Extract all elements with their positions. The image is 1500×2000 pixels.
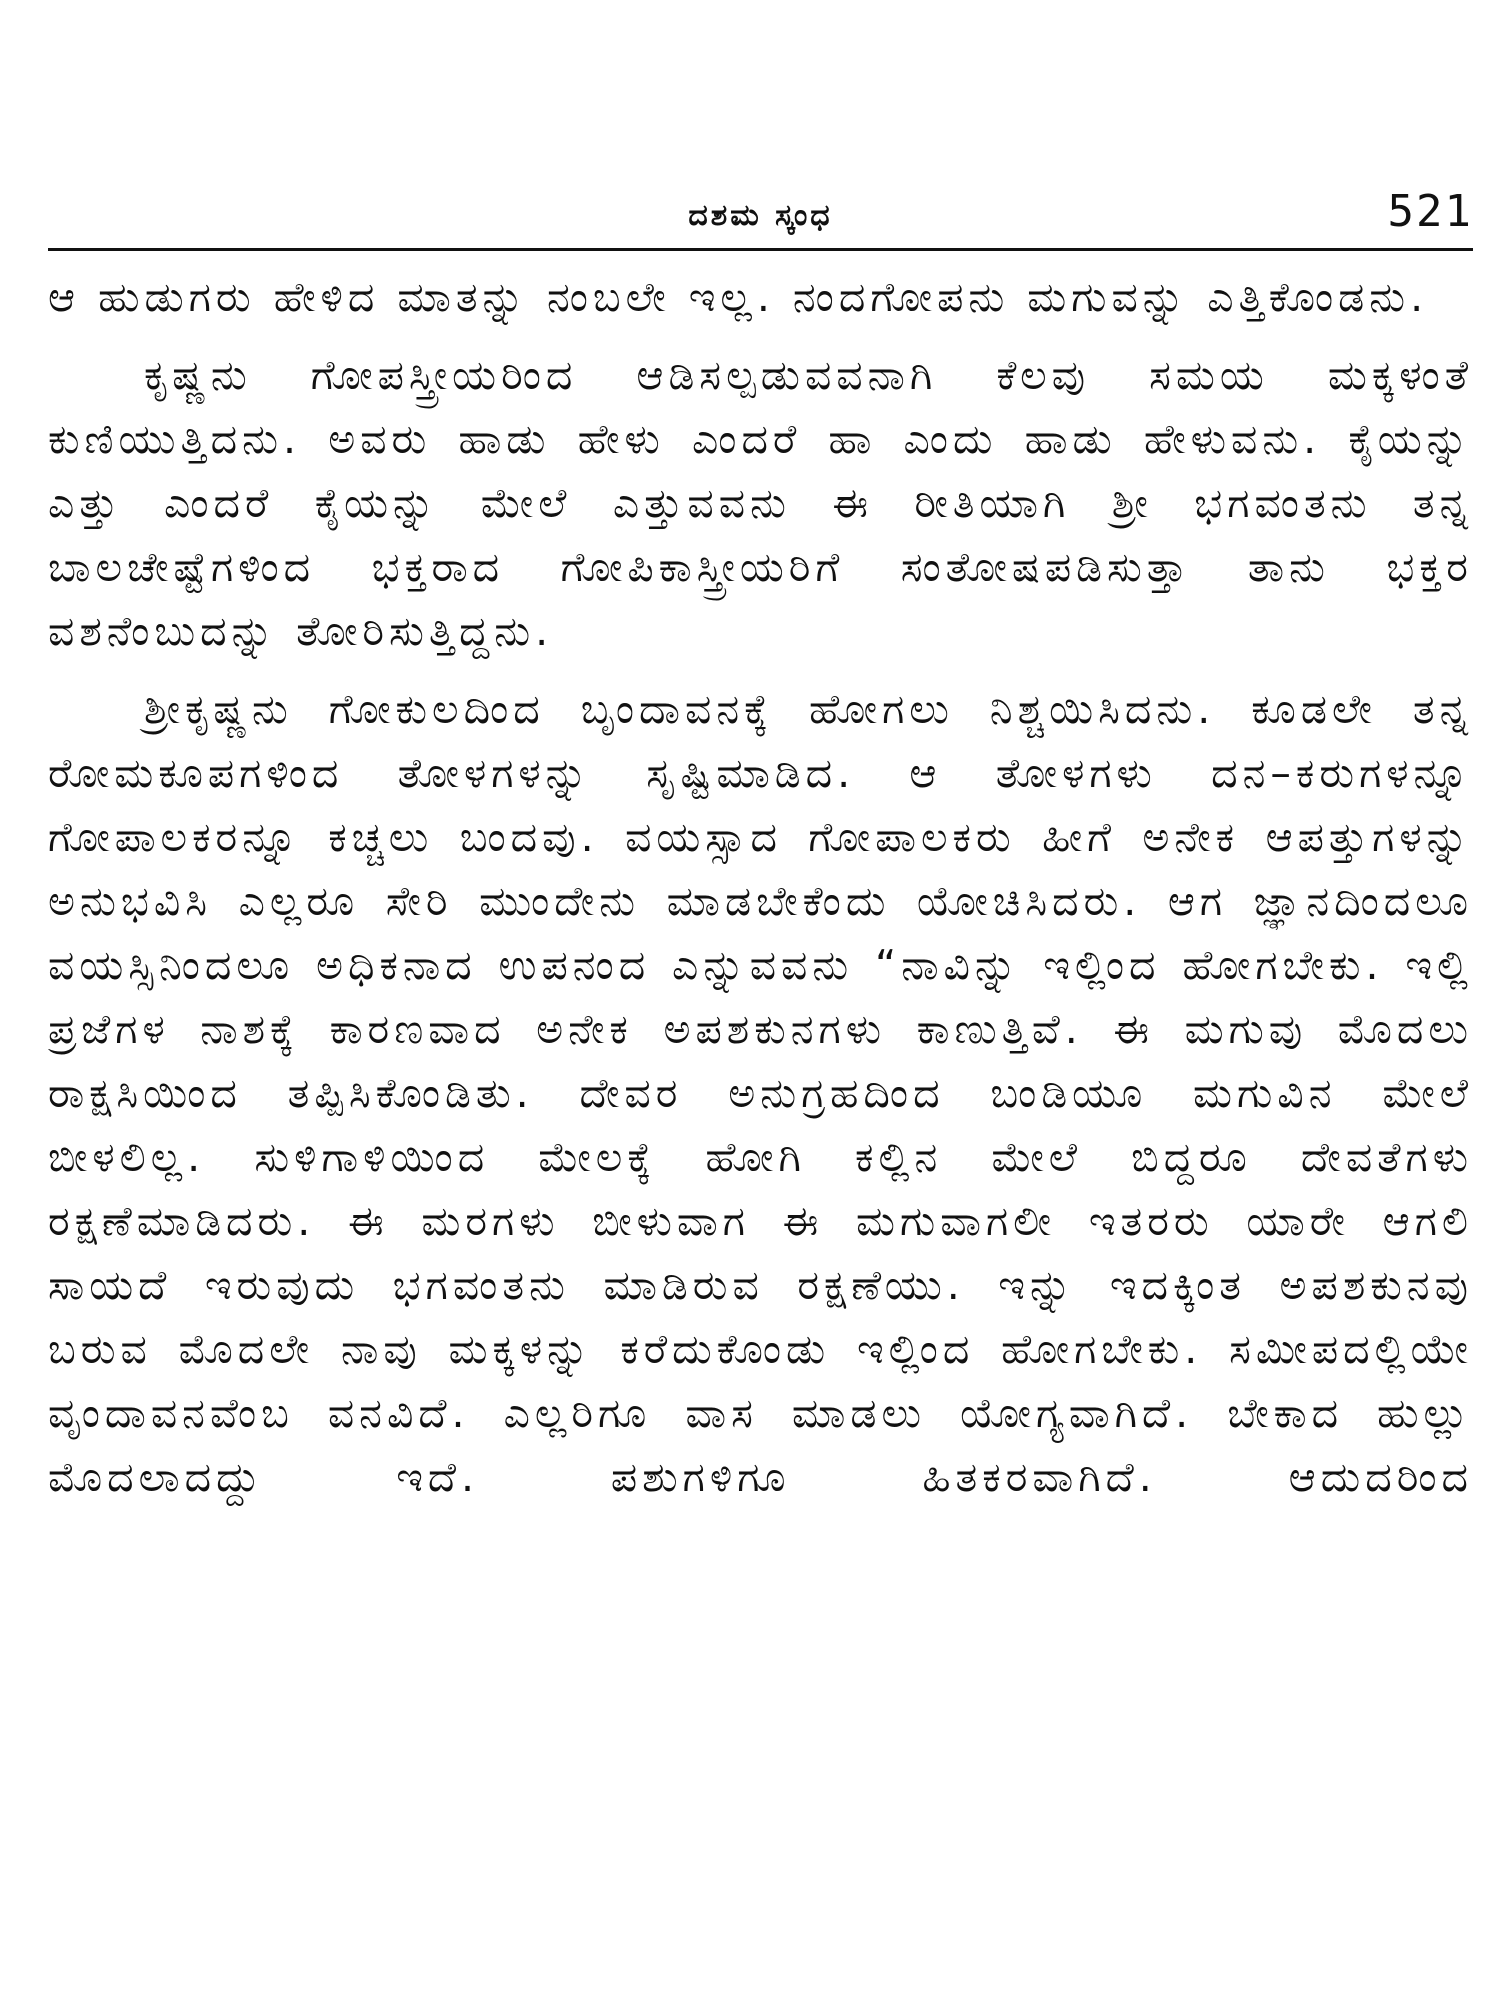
page-number: 521 bbox=[1387, 186, 1473, 237]
body-text bbox=[48, 265, 1473, 1509]
paragraph-3: ಶ್ರೀಕೃಷ್ಣನು ಗೋಕುಲದಿಂದ ಬೃಂದಾವನಕ್ಕೆ ಹೋಗಲು ನಿಶ್ಚಯಿಸಿದನು. ಕೂಡಲೇ ತನ್ನ ರೋಮಕೂಪಗಳಿಂದ ತೋಳಗಳನ್ನು ಸೃಷ್ಟಿಮಾಡಿದ. ಆ ತೋಳಗಳು ದನ–ಕರುಗಳನ್ನೂ ಗೋಪಾಲಕರನ್ನೂ ಕಚ್ಚಲು ಬಂದವು. ವಯಸ್ಸಾದ ಗೋಪಾಲಕರು ಹೀಗೆ ಅನೇಕ ಆಪತ್ತುಗಳನ್ನು ಅನುಭವಿಸಿ ಎಲ್ಲರೂ ಸೇರಿ ಮುಂದೇನು ಮಾಡಬೇಕೆಂದು ಯೋಚಿಸಿದರು. ಆಗ ಜ್ಞಾನದಿಂದಲೂ ವಯಸ್ಸಿನಿಂದಲೂ ಅಧಿಕನಾದ ಉಪನಂದ ಎನ್ನುವವನು “ನಾವಿನ್ನು ಇಲ್ಲಿಂದ ಹೋಗಬೇಕು. ಇಲ್ಲಿ ಪ್ರಜೆಗಳ ನಾಶಕ್ಕೆ ಕಾರಣವಾದ ಅನೇಕ ಅಪಶಕುನಗಳು ಕಾಣುತ್ತಿವೆ. ಈ ಮಗುವು ಮೊದಲು ರಾಕ್ಷಸಿಯಿಂದ ತಪ್ಪಿಸಿಕೊಂಡಿತು. ದೇವರ ಅನುಗ್ರಹದಿಂದ ಬಂಡಿಯೂ ಮಗುವಿನ ಮೇಲೆ ಬೀಳಲಿಲ್ಲ. ಸುಳಿಗಾಳಿಯಿಂದ ಮೇಲಕ್ಕೆ ಹೋಗಿ ಕಲ್ಲಿನ ಮೇಲೆ ಬಿದ್ದರೂ ದೇವತೆಗಳು ರಕ್ಷಣೆಮಾಡಿದರು. ಈ ಮರಗಳು ಬೀಳುವಾಗ ಈ ಮಗುವಾಗಲೀ ಇತರರು ಯಾರೇ ಆಗಲಿ ಸಾಯದೆ ಇರುವುದು ಭಗವಂತನು ಮಾಡಿರುವ ರಕ್ಷಣೆಯು. ಇನ್ನು ಇದಕ್ಕಿಂತ ಅಪಶಕುನವು ಬರುವ ಮೊದಲೇ ನಾವು ಮಕ್ಕಳನ್ನು ಕರೆದುಕೊಂಡು ಇಲ್ಲಿಂದ ಹೋಗಬೇಕು. ಸಮೀಪದಲ್ಲಿಯೇ ವೃಂದಾವನವೆಂಬ ವನವಿದೆ. ಎಲ್ಲರಿಗೂ ವಾಸ ಮಾಡಲು ಯೋಗ್ಯವಾಗಿದೆ. ಬೇಕಾದ ಹುಲ್ಲು ಮೊದಲಾದದ್ದು ಇದೆ. ಪಶುಗಳಿಗೂ ಹಿತಕರವಾಗಿದೆ. ಆದುದರಿಂದ bbox=[48, 685, 1473, 1501]
paragraph-1: ಆ ಹುಡುಗರು ಹೇಳಿದ ಮಾತನ್ನು ನಂಬಲೇ ಇಲ್ಲ. ನಂದಗೋಪನು ಮಗುವನ್ನು ಎತ್ತಿಕೊಂಡನು. bbox=[48, 273, 1429, 321]
book-page bbox=[48, 186, 1473, 1950]
chapter-title: ದಶಮ ಸ್ಕಂಧ bbox=[688, 198, 833, 233]
running-header bbox=[48, 186, 1473, 251]
paragraph-2: ಕೃಷ್ಣನು ಗೋಪಸ್ತ್ರೀಯರಿಂದ ಆಡಿಸಲ್ಪಡುವವನಾಗಿ ಕೆಲವು ಸಮಯ ಮಕ್ಕಳಂತೆ ಕುಣಿಯುತ್ತಿದನು. ಅವರು ಹಾಡು ಹೇಳು ಎಂದರೆ ಹಾ ಎಂದು ಹಾಡು ಹೇಳುವನು. ಕೈಯನ್ನು ಎತ್ತು ಎಂದರೆ ಕೈಯನ್ನು ಮೇಲೆ ಎತ್ತುವವನು ಈ ರೀತಿಯಾಗಿ ಶ್ರೀ ಭಗವಂತನು ತನ್ನ ಬಾಲಚೇಷ್ಟೆಗಳಿಂದ ಭಕ್ತರಾದ ಗೋಪಿಕಾಸ್ತ್ರೀಯರಿಗೆ ಸಂತೋಷಪಡಿಸುತ್ತಾ ತಾನು ಭಕ್ತರ ವಶನೆಂಬುದನ್ನು ತೋರಿಸುತ್ತಿದ್ದನು. bbox=[48, 351, 1473, 655]
